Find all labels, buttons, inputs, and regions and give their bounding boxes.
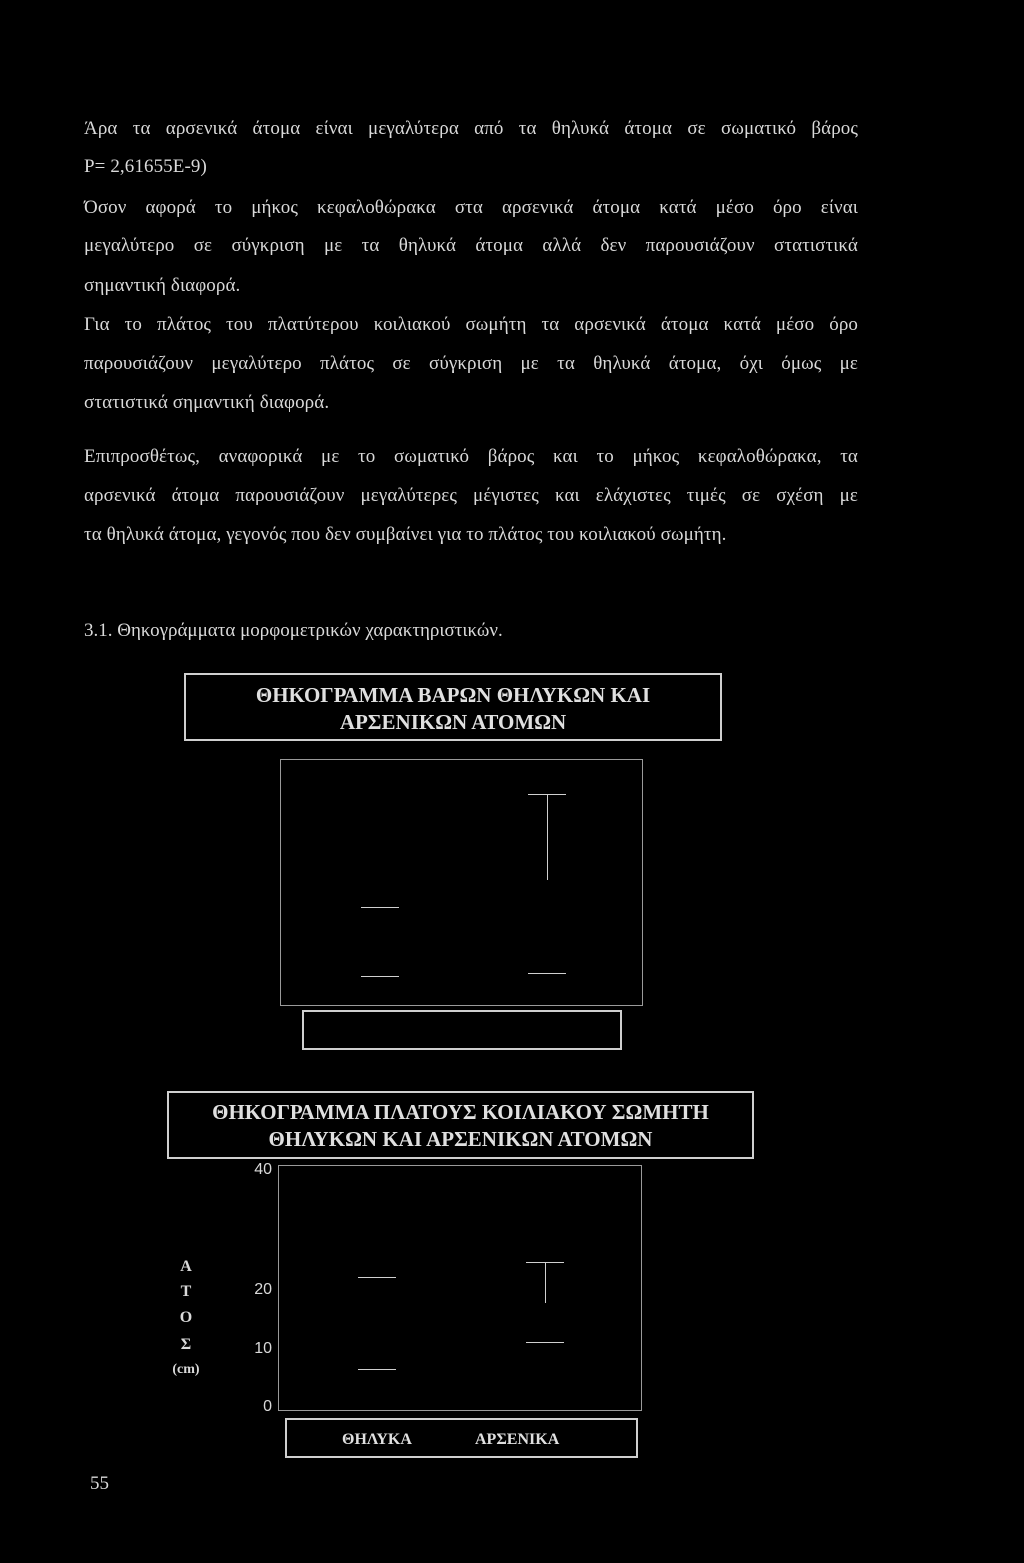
text-line: σημαντική διαφορά.	[84, 275, 241, 296]
whisker-high-female	[361, 907, 399, 908]
chart1-title-line1: ΘΗΚΟΓΡΑΜΜΑ ΒΑΡΩΝ ΘΗΛΥΚΩΝ ΚΑΙ	[255, 683, 651, 707]
chart1-category-box	[302, 1010, 622, 1050]
chart1-title-line2: ΑΡΣΕΝΙΚΩΝ ΑΤΟΜΩΝ	[339, 710, 567, 734]
whisker-high-ΘΗΛΥΚΑ	[358, 1277, 396, 1278]
whisker-stem-ΑΡΣΕΝΙΚΑ	[545, 1262, 546, 1303]
text-line: μεγαλύτερο σε σύγκριση με τα θηλυκά άτομα αλλά δεν παρουσιάζουν στατιστικά	[84, 235, 858, 256]
y-axis-label-letter: Τ	[180, 1283, 192, 1300]
whisker-low-ΘΗΛΥΚΑ	[358, 1369, 396, 1370]
y-axis-label-unit: (cm)	[172, 1362, 200, 1377]
text-line: παρουσιάζουν μεγαλύτερο πλάτος σε σύγκριση με τα θηλυκά άτομα, όχι όμως με	[84, 353, 858, 374]
text-line: Για το πλάτος του πλατύτερου κοιλιακού σωμήτη τα αρσενικά άτομα κατά μέσο όρο	[84, 314, 858, 335]
y-axis-label-letter: Α	[180, 1258, 192, 1275]
chart2-category-box	[285, 1418, 638, 1458]
text-line: αρσενικά άτομα παρουσιάζουν μεγαλύτερες μέγιστες και ελάχιστες τιμές σε σχέση με	[84, 485, 858, 506]
category-label-female: ΘΗΛΥΚΑ	[342, 1431, 412, 1448]
category-label-male: ΑΡΣΕΝΙΚΑ	[475, 1431, 560, 1448]
text-line: τα θηλυκά άτομα, γεγονός που δεν συμβαίνει για το πλάτος του κοιλιακού σωμήτη.	[84, 524, 727, 545]
whisker-stem-male	[547, 794, 548, 880]
whisker-low-female	[361, 976, 399, 977]
whisker-low-ΑΡΣΕΝΙΚΑ	[526, 1342, 564, 1343]
y-tick-label: 40	[254, 1161, 272, 1178]
chart2-title-line2: ΘΗΛΥΚΩΝ ΚΑΙ ΑΡΣΕΝΙΚΩΝ ΑΤΟΜΩΝ	[268, 1127, 653, 1151]
chart2-title-box	[167, 1091, 754, 1159]
text-line: P= 2,61655E-9)	[84, 156, 207, 177]
y-tick-label: 10	[254, 1340, 272, 1357]
y-axis-label-letter: Σ	[180, 1336, 192, 1353]
chart2-plot-area	[278, 1165, 642, 1411]
text-line: Όσον αφορά το μήκος κεφαλοθώρακα στα αρσενικά άτομα κατά μέσο όρο είναι	[84, 197, 858, 218]
text-line: Επιπροσθέτως, αναφορικά με το σωματικό βάρος και το μήκος κεφαλοθώρακα, τα	[84, 446, 858, 467]
y-axis-label-letter: Ο	[179, 1309, 193, 1326]
text-line: στατιστικά σημαντική διαφορά.	[84, 392, 330, 413]
page-number: 55	[90, 1473, 109, 1494]
chart1-plot-area	[280, 759, 643, 1006]
section-heading: 3.1. Θηκογράμματα μορφομετρικών χαρακτηριστικών.	[84, 620, 503, 641]
text-line: Άρα τα αρσενικά άτομα είναι μεγαλύτερα από τα θηλυκά άτομα σε σωματικό βάρος	[84, 118, 858, 139]
y-tick-label: 0	[263, 1398, 272, 1415]
chart1-title-box	[184, 673, 722, 741]
y-tick-label: 20	[254, 1281, 272, 1298]
chart2-title-line1: ΘΗΚΟΓΡΑΜΜΑ ΠΛΑΤΟΥΣ ΚΟΙΛΙΑΚΟΥ ΣΩΜΗΤΗ	[212, 1100, 709, 1124]
whisker-low-male	[528, 973, 566, 974]
